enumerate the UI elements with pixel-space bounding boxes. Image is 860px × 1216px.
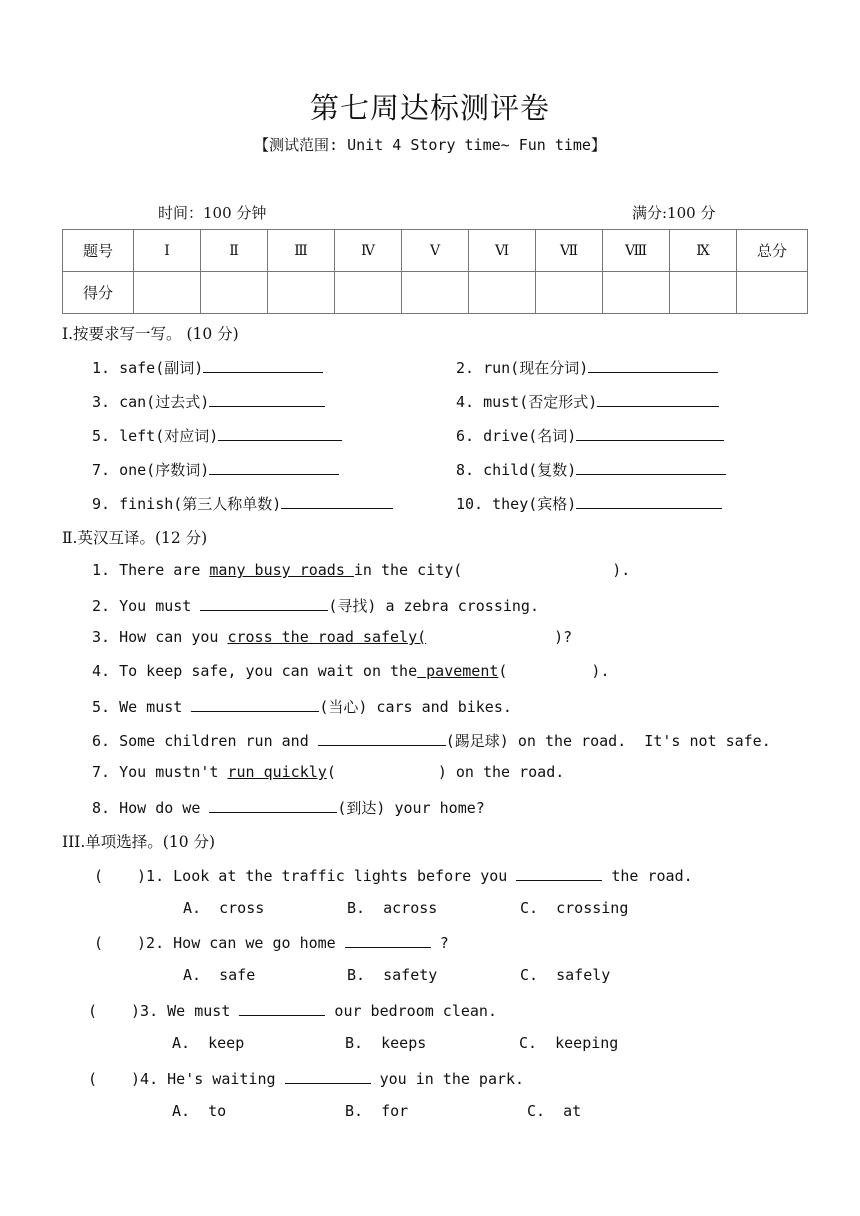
column-header: Ⅶ: [536, 230, 603, 272]
answer-blank[interactable]: [209, 459, 339, 475]
item-text: ).: [612, 561, 631, 579]
item-prompt: child(复数): [483, 461, 577, 479]
item-text: You must: [119, 597, 201, 615]
item-number: 7.: [92, 763, 111, 781]
section-2-item: [92, 595, 539, 616]
section-1-item: [92, 425, 342, 446]
option-b: B. keeps: [345, 1034, 427, 1052]
answer-blank[interactable]: [576, 459, 726, 475]
score-cell[interactable]: [268, 272, 335, 314]
section-1-item: [456, 493, 722, 514]
item-text: To keep safe, you can wait on the: [119, 662, 418, 680]
chinese-hint: (到达): [337, 799, 386, 817]
item-prompt: drive(名词): [483, 427, 577, 445]
answer-blank[interactable]: [318, 730, 446, 746]
answer-paren-open: (: [94, 934, 104, 952]
column-header: Ⅵ: [469, 230, 536, 272]
item-prompt: safe(副词): [119, 359, 204, 377]
question-text: the road.: [602, 867, 693, 885]
section-3-title: III.单项选择。(10 分): [62, 833, 216, 851]
section-2-item: [92, 561, 630, 579]
item-prompt: one(序数词): [119, 461, 210, 479]
score-cell[interactable]: [737, 272, 808, 314]
section-1-item: [456, 391, 719, 412]
item-number: 7.: [92, 461, 111, 479]
answer-blank: [516, 865, 602, 881]
item-number: 8.: [456, 461, 475, 479]
section-2-item: [92, 763, 564, 781]
question-text: ?: [430, 934, 449, 952]
chinese-hint: (当心): [319, 698, 368, 716]
column-header: Ⅷ: [603, 230, 670, 272]
column-header: Ⅱ: [201, 230, 268, 272]
item-number: 5.: [92, 427, 111, 445]
item-number: 2.: [456, 359, 475, 377]
answer-blank[interactable]: [281, 493, 393, 509]
section-1-title: Ⅰ.按要求写一写。 (10 分): [62, 325, 239, 343]
item-text: How do we: [119, 799, 210, 817]
option-c: C. keeping: [519, 1034, 619, 1052]
test-scope-subtitle: 【测试范围: Unit 4 Story time~ Fun time】: [254, 136, 606, 154]
section-1-item: [92, 493, 393, 514]
item-number: 3.: [92, 393, 111, 411]
question-number-label: 题号: [63, 230, 134, 272]
item-number: 8.: [92, 799, 111, 817]
item-text: in the city(: [353, 561, 463, 579]
underlined-phrase: cross the road safely(: [227, 628, 427, 646]
score-cell[interactable]: [201, 272, 268, 314]
item-number: 2.: [92, 597, 111, 615]
item-text: cars and bikes.: [367, 698, 512, 716]
item-text: You mustn't: [119, 763, 228, 781]
underlined-phrase: run quickly: [227, 763, 327, 781]
column-header: Ⅰ: [134, 230, 201, 272]
score-cell[interactable]: [670, 272, 737, 314]
option-a: A. to: [172, 1102, 227, 1120]
item-text: )?: [554, 628, 573, 646]
score-cell[interactable]: [402, 272, 469, 314]
question-number: )3.: [131, 1002, 159, 1020]
option-b: B. safety: [347, 966, 438, 984]
column-header: Ⅸ: [670, 230, 737, 272]
item-text: a zebra crossing.: [376, 597, 539, 615]
column-header-total: 总分: [737, 230, 808, 272]
column-header: Ⅲ: [268, 230, 335, 272]
score-cell[interactable]: [335, 272, 402, 314]
answer-paren-open: (: [88, 1002, 98, 1020]
item-prompt: must(否定形式): [483, 393, 598, 411]
item-text: (: [326, 763, 336, 781]
question-number: )1.: [137, 867, 165, 885]
question-text: How can we go home: [173, 934, 345, 952]
answer-blank[interactable]: [576, 493, 722, 509]
section-1-item: [456, 459, 726, 480]
item-text: (: [498, 662, 508, 680]
item-text: We must: [119, 698, 192, 716]
answer-blank[interactable]: [597, 391, 719, 407]
question-text: you in the park.: [370, 1070, 525, 1088]
question-number: )2.: [137, 934, 165, 952]
item-text: your home?: [385, 799, 485, 817]
section-2-item: [92, 662, 609, 680]
answer-blank[interactable]: [209, 391, 325, 407]
item-number: 3.: [92, 628, 111, 646]
score-cell[interactable]: [469, 272, 536, 314]
answer-blank: [345, 932, 431, 948]
mc-question: [88, 1000, 497, 1020]
option-b: B. for: [345, 1102, 409, 1120]
score-table: [62, 229, 808, 314]
option-c: C. crossing: [520, 899, 629, 917]
section-2-item: [92, 730, 771, 751]
question-text: our bedroom clean.: [325, 1002, 497, 1020]
item-prompt: left(对应词): [119, 427, 219, 445]
question-text: We must: [167, 1002, 240, 1020]
question-text: Look at the traffic lights before you: [173, 867, 517, 885]
option-c: C. at: [527, 1102, 582, 1120]
option-a: A. cross: [183, 899, 265, 917]
item-number: 4.: [456, 393, 475, 411]
option-a: A. safe: [183, 966, 256, 984]
item-number: 10.: [456, 495, 484, 513]
mc-question: [88, 1068, 524, 1088]
score-table-score-row: [63, 272, 808, 314]
section-1-item: [92, 357, 323, 378]
item-text: There are: [119, 561, 210, 579]
chinese-hint: (寻找): [328, 597, 377, 615]
underlined-phrase: many busy roads: [209, 561, 354, 579]
section-2-item: [92, 628, 572, 646]
item-text: ).: [591, 662, 610, 680]
item-number: 1.: [92, 561, 111, 579]
option-a: A. keep: [172, 1034, 245, 1052]
score-cell[interactable]: [603, 272, 670, 314]
section-2-title: Ⅱ.英汉互译。(12 分): [62, 529, 208, 547]
section-1-item: [92, 459, 339, 480]
item-number: 6.: [456, 427, 475, 445]
item-prompt: run(现在分词): [483, 359, 589, 377]
score-cell[interactable]: [134, 272, 201, 314]
section-1-item: [456, 357, 718, 378]
section-2-item: [92, 696, 512, 717]
item-text: on the road. It's not safe.: [508, 732, 771, 750]
section-1-item: [92, 391, 325, 412]
option-c: C. safely: [520, 966, 611, 984]
score-table-header-row: [63, 230, 808, 272]
mc-question: [94, 865, 693, 885]
item-number: 4.: [92, 662, 111, 680]
full-score: 满分:100 分: [632, 204, 716, 222]
answer-blank[interactable]: [200, 595, 328, 611]
page-title: 第七周达标测评卷: [309, 91, 550, 125]
answer-blank[interactable]: [218, 425, 342, 441]
column-header: Ⅴ: [402, 230, 469, 272]
mc-question: [94, 932, 449, 952]
answer-blank: [285, 1068, 371, 1084]
section-2-item: [92, 797, 485, 818]
answer-paren-open: (: [94, 867, 104, 885]
question-number: )4.: [131, 1070, 159, 1088]
answer-blank[interactable]: [588, 357, 718, 373]
score-row-label: 得分: [63, 272, 134, 314]
item-number: 1.: [92, 359, 111, 377]
underlined-phrase: pavement: [417, 662, 499, 680]
item-number: 9.: [92, 495, 111, 513]
item-prompt: they(宾格): [492, 495, 577, 513]
question-text: He's waiting: [167, 1070, 285, 1088]
answer-blank[interactable]: [191, 696, 319, 712]
answer-blank[interactable]: [209, 797, 337, 813]
item-text: Some children run and: [119, 732, 318, 750]
item-number: 5.: [92, 698, 111, 716]
section-1-item: [456, 425, 724, 446]
score-cell[interactable]: [536, 272, 603, 314]
time-limit: 时间：100 分钟: [158, 204, 267, 222]
item-prompt: finish(第三人称单数): [119, 495, 282, 513]
chinese-hint: (踢足球): [445, 732, 509, 750]
answer-paren-open: (: [88, 1070, 98, 1088]
item-prompt: can(过去式): [119, 393, 210, 411]
item-number: 6.: [92, 732, 111, 750]
answer-blank[interactable]: [576, 425, 724, 441]
item-text: How can you: [119, 628, 228, 646]
item-text: ) on the road.: [437, 763, 565, 781]
column-header: Ⅳ: [335, 230, 402, 272]
answer-blank: [239, 1000, 325, 1016]
option-b: B. across: [347, 899, 438, 917]
answer-blank[interactable]: [203, 357, 323, 373]
